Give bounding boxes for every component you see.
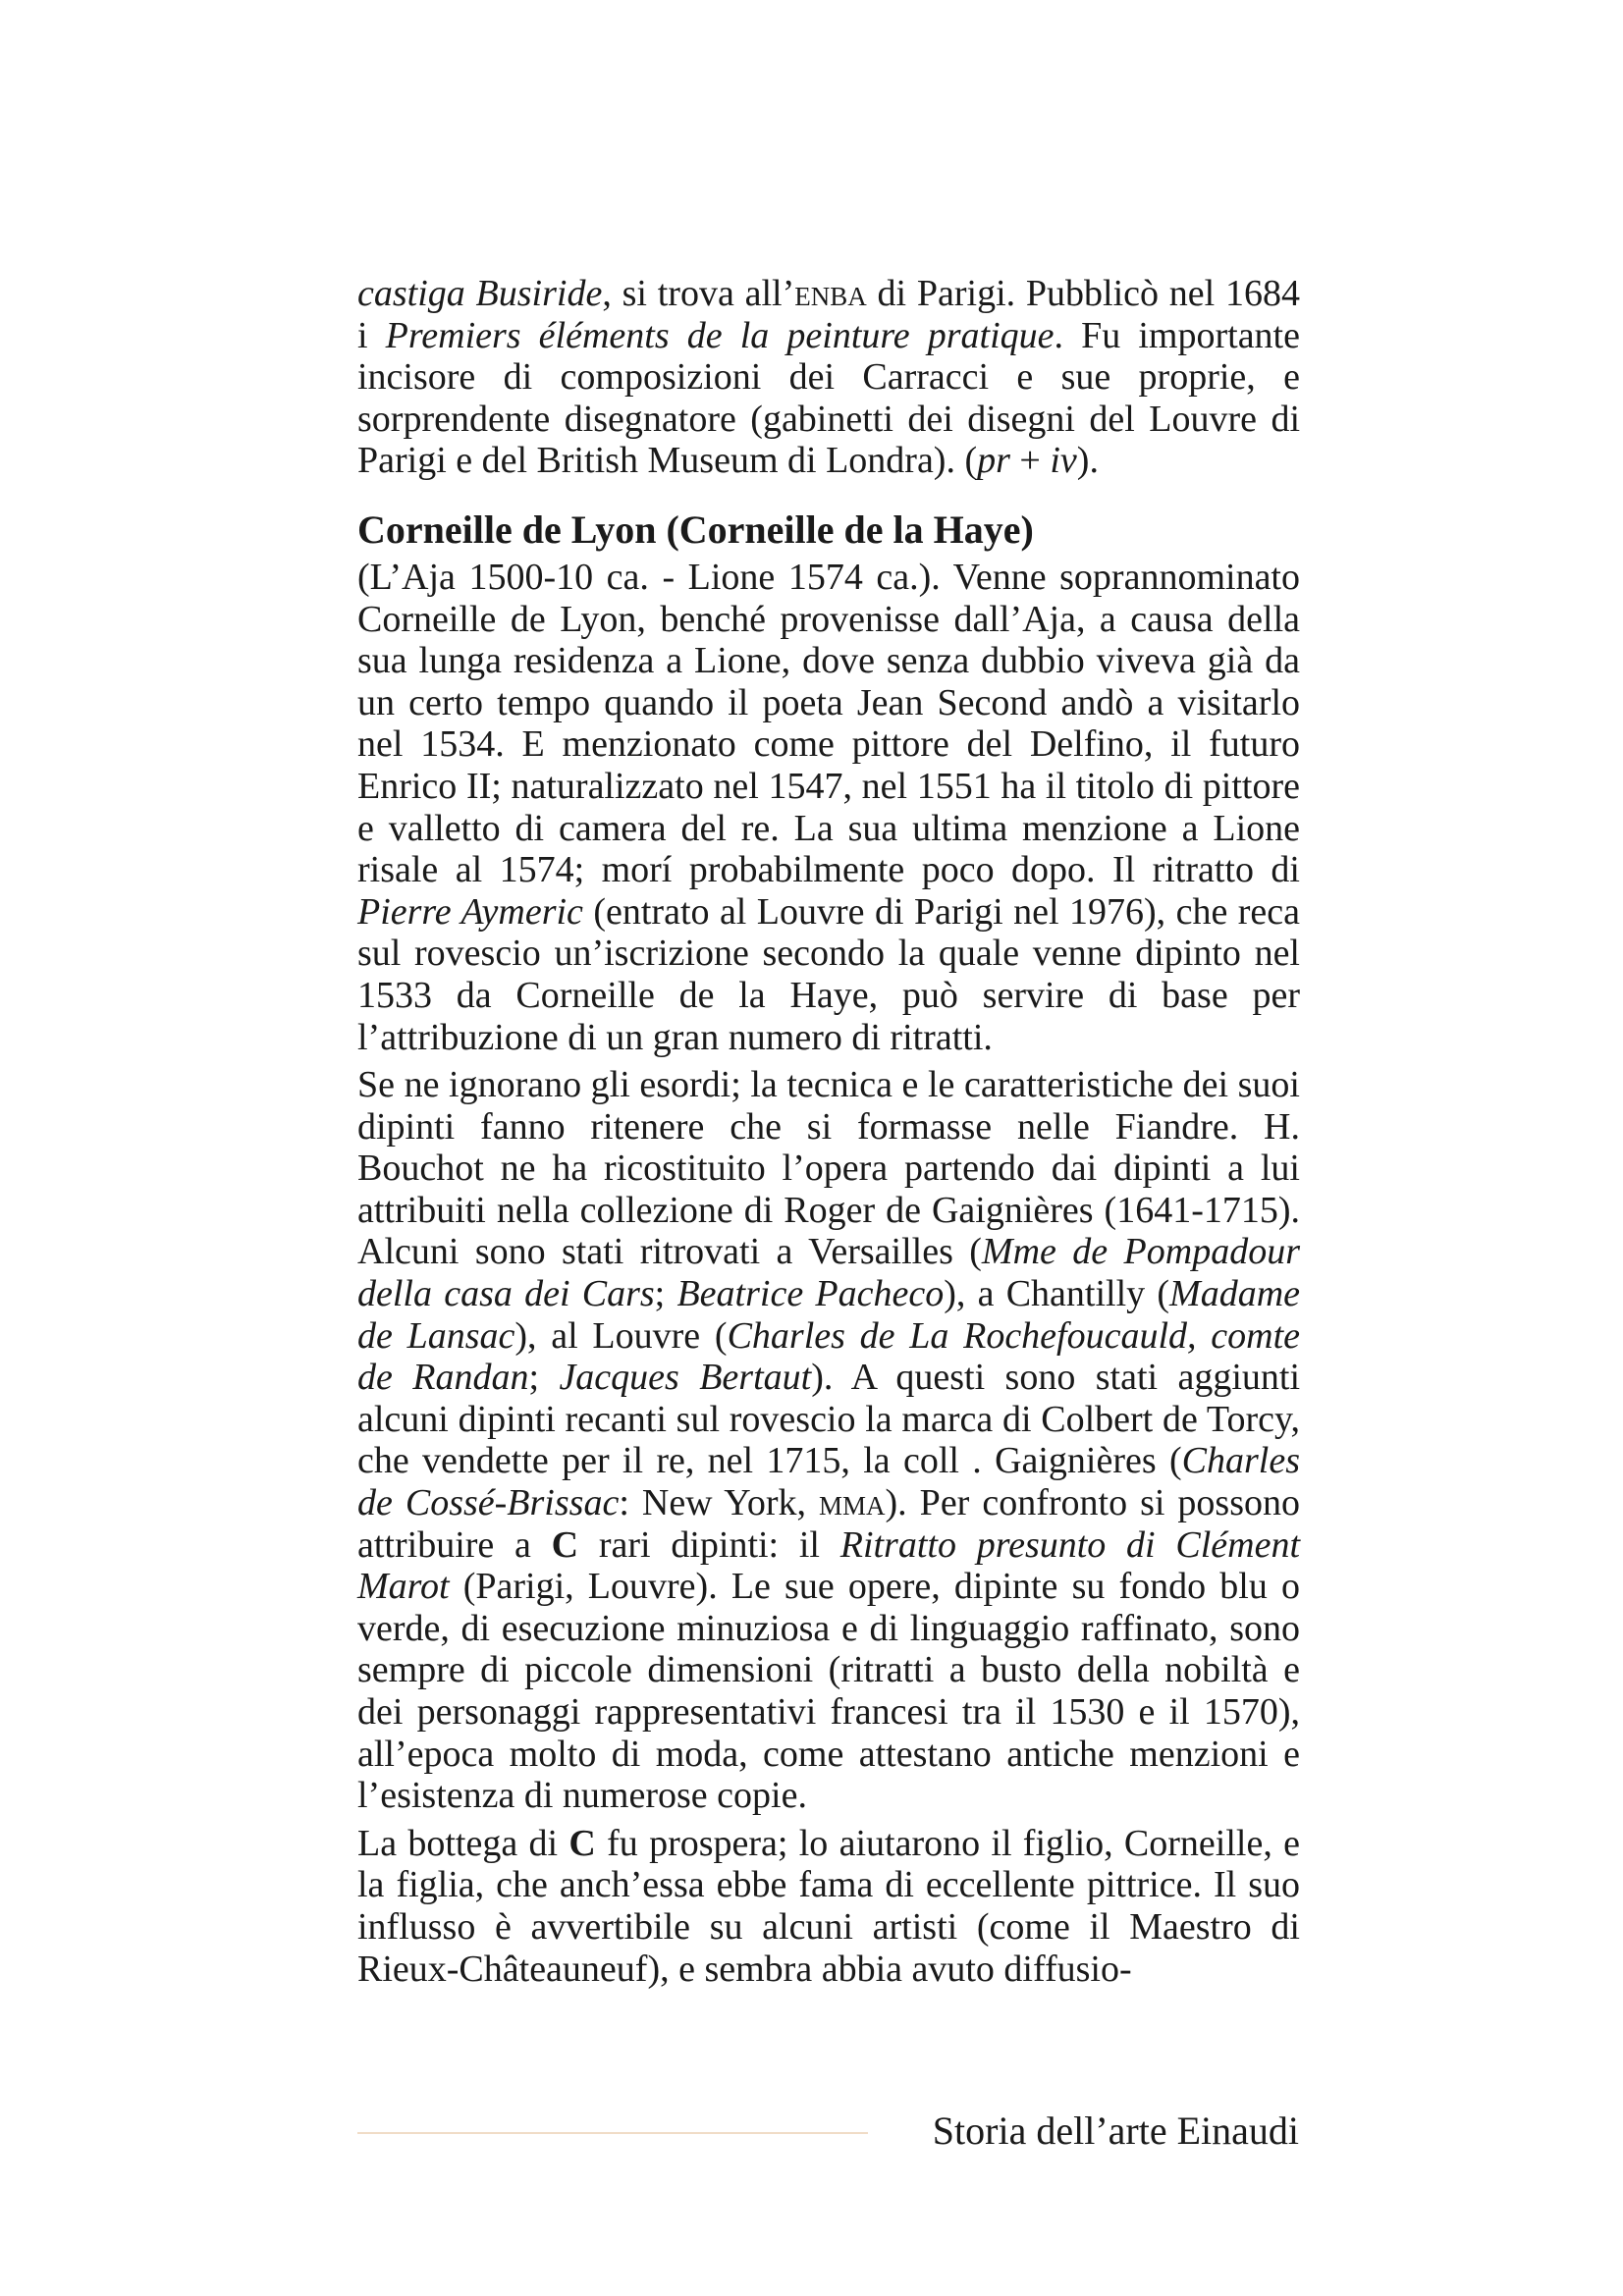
footer-rule [357, 2132, 868, 2134]
footer-publisher: Storia dell’arte Einaudi [932, 2109, 1299, 2153]
author-initials: pr [977, 440, 1010, 482]
book-title: Premiers éléments de la peinture pratique [385, 314, 1055, 356]
page-body [357, 273, 1300, 1990]
entry-paragraph-1: (L’Aja 1500-10 ca. - Lione 1574 ca.). Venne soprannominato Corneille de Lyon, benché provenisse dall’Aja, a causa della sua lunga residenza a Lione, dove senza dubbio viveva già da un certo tempo quando il poeta Jean Second andò a visitarlo nel 1534. E menzionato come pittore del Delfino, il futuro Enrico II; naturalizzato nel 1547, nel 1551 ha il titolo di pittore e valletto di camera del re. La sua ultima menzione a Lione risale al 1574; morí probabilmente poco dopo. Il ritratto di Pierre Aymeric (entrato al Louvre di Parigi nel 1976), che reca sul rovescio un’iscrizione secondo la quale venne dipinto nel 1533 da Corneille de la Haye, può servire di base per l’attribuzione di un gran numero di ritratti. [357, 556, 1301, 1058]
entry-paragraph-3: La bottega di C fu prospera; lo aiutarono il figlio, Corneille, e la figlia, che anch’essa ebbe fama di eccellente pittrice. Il suo influsso è avvertibile su alcuni artisti (come il Maestro di Rieux-Châteauneuf), e sembra abbia avuto diffusio- [357, 1822, 1300, 1990]
continuation-paragraph: castiga Busiride, si trova all’enba di Parigi. Pubblicò nel 1684 i Premiers éléments de la peinture pratique. Fu importante incisore di composizioni dei Carracci e sue proprie, e sorprendente disegnatore (gabinetti dei disegni del Louvre di Parigi e del British Museum di Londra). (pr + iv). [357, 273, 1300, 482]
entry-heading: Corneille de Lyon (Corneille de la Haye) [357, 507, 1034, 552]
work-title: castiga Busiride [357, 273, 603, 314]
museum-abbrev: enba [794, 273, 867, 314]
author-initials: iv [1050, 440, 1077, 482]
museum-abbrev: mma [819, 1482, 886, 1524]
entry-abbrev: C [568, 1822, 596, 1864]
entry-paragraph-2: Se ne ignorano gli esordi; la tecnica e le caratteristiche dei suoi dipinti fanno ritenere che si formasse nelle Fiandre. H. Bouchot ne ha ricostituito l’opera partendo dai dipinti a lui attribuiti nella collezione di Roger de Gaignières (1641-1715). Alcuni sono stati ritrovati a Versailles (Mme de Pompadour della casa dei Cars; Beatrice Pacheco), a Chantilly (Madame de Lansac), al Louvre (Charles de La Rochefoucauld, comte de Randan; Jacques Bertaut). A questi sono stati aggiunti alcuni dipinti recanti sul rovescio la marca di Colbert de Torcy, che vendette per il re, nel 1715, la coll . Gaignières (Charles de Cossé-Brissac: New York, mma). Per confronto si possono attribuire a C rari dipinti: il Ritratto presunto di Clément Marot (Parigi, Louvre). Le sue opere, dipinte su fondo blu o verde, di esecuzione minuziosa e di linguaggio raffinato, sono sempre di piccole dimensioni (ritratti a busto della nobiltà e dei personaggi rappresentativi francesi tra il 1530 e il 1570), all’epoca molto di moda, come attestano antiche menzioni e l’esistenza di numerose copie. [357, 1064, 1301, 1817]
entry-abbrev: C [551, 1523, 579, 1566]
